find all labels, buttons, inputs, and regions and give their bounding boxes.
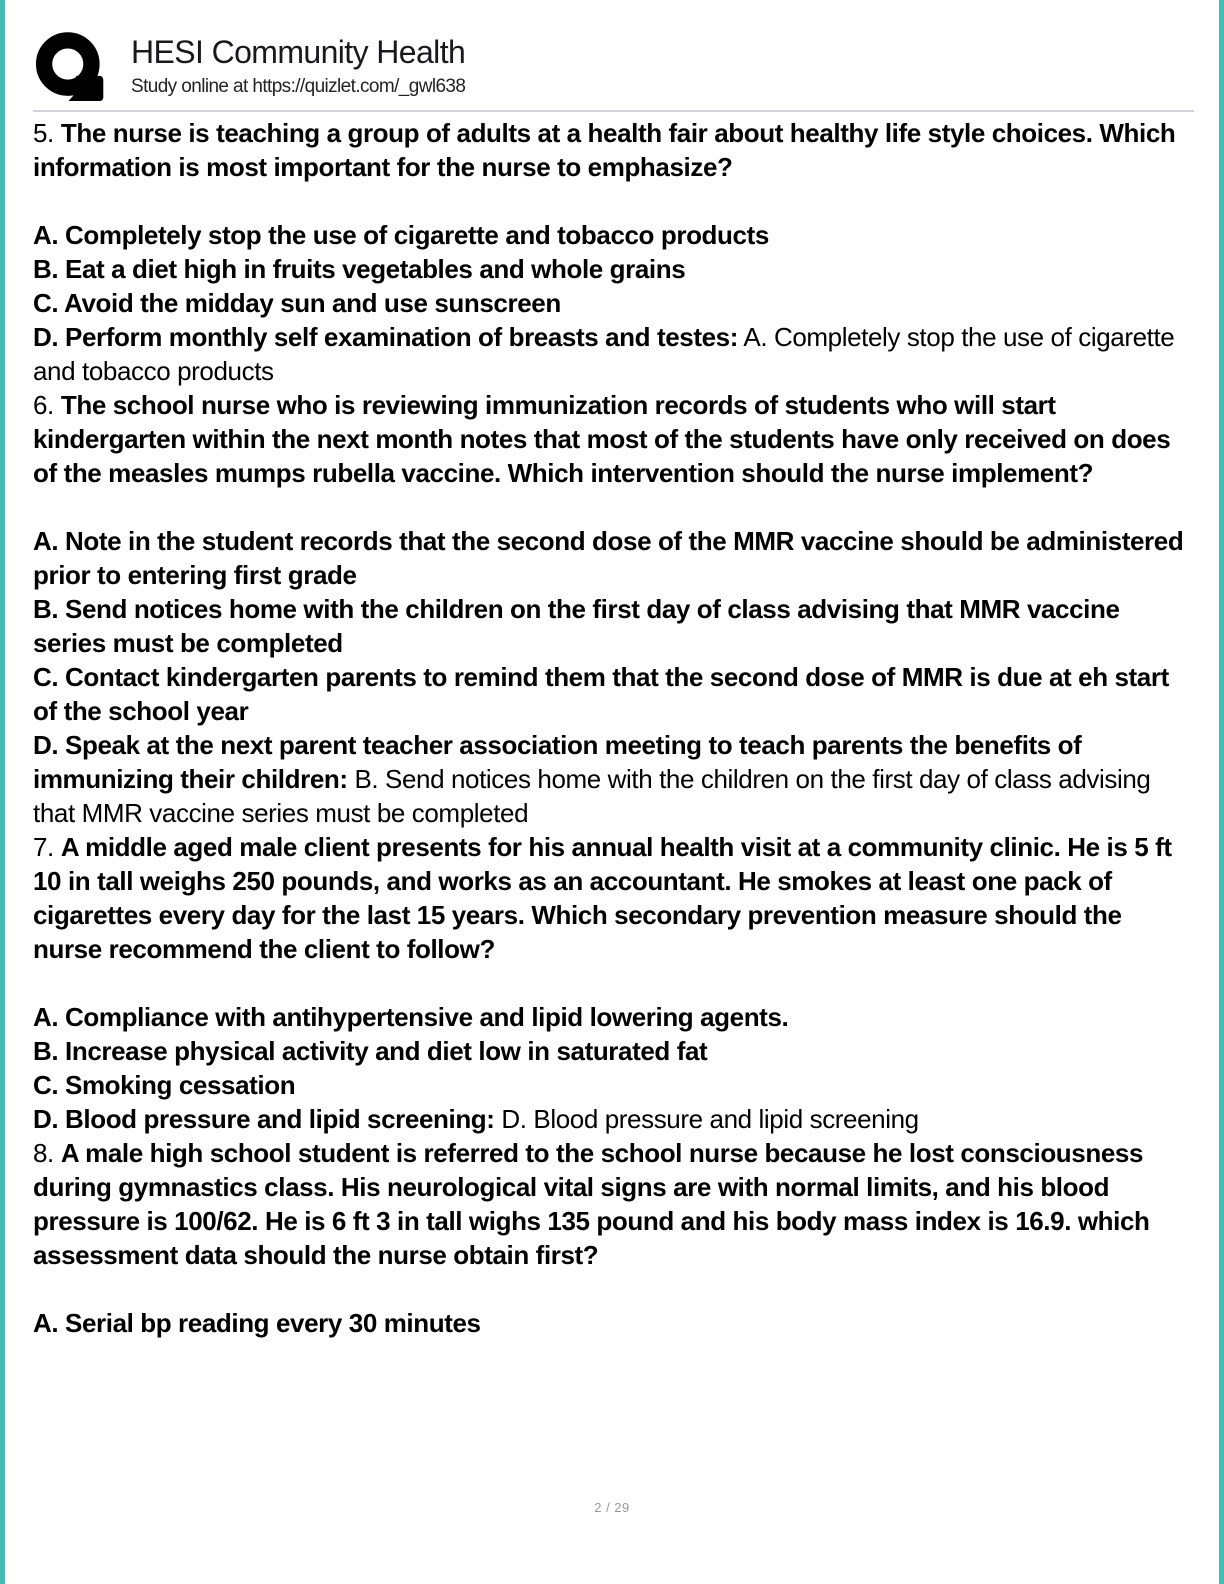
question-item: [33, 388, 1191, 830]
option-text: B. Eat a diet high in fruits vegetables and whole grains: [33, 254, 686, 284]
options-list: [33, 1306, 1191, 1340]
page-title: HESI Community Health: [131, 34, 466, 70]
question-number: 8.: [33, 1138, 54, 1168]
option-line: [33, 592, 1191, 660]
quizlet-q-logo-icon: [33, 28, 107, 106]
option-line: [33, 1034, 1191, 1068]
question-number: 7.: [33, 832, 54, 862]
option-text: A. Serial bp reading every 30 minutes: [33, 1308, 481, 1338]
option-line: [33, 1000, 1191, 1034]
option-text: D. Speak at the next parent teacher association meeting to teach parents the benefits of immunizing their children:: [33, 730, 1082, 794]
header-divider: [33, 110, 1194, 112]
option-line: [33, 218, 1191, 252]
page-header: [33, 28, 1194, 106]
question-text: The school nurse who is reviewing immunization records of students who will start kindergarten within the next month notes that most of the students have only received on does of the measles mumps rubella vaccine. Which intervention should the nurse implement?: [33, 390, 1171, 488]
option-line: [33, 524, 1191, 592]
question-line: [33, 1136, 1191, 1272]
header-text-block: [131, 28, 465, 98]
left-accent-border: [0, 0, 5, 1584]
question-text: The nurse is teaching a group of adults at a health fair about healthy life style choices. Which information is most important for the nurse to emphasize?: [33, 118, 1176, 182]
question-number: 5.: [33, 118, 54, 148]
option-line: [33, 660, 1191, 728]
option-line: [33, 1102, 1191, 1136]
answer-text: B. Send notices home with the children on the first day of class advising that MMR vaccine series must be completed: [33, 764, 1151, 828]
question-item: [33, 830, 1191, 1136]
option-text: D. Blood pressure and lipid screening:: [33, 1104, 495, 1134]
question-number: 6.: [33, 390, 54, 420]
options-list: [33, 218, 1191, 388]
options-list: [33, 1000, 1191, 1136]
option-text: B. Send notices home with the children on the first day of class advising that MMR vaccine series must be completed: [33, 594, 1120, 658]
questions-list: [33, 116, 1191, 1340]
option-line: [33, 286, 1191, 320]
option-text: A. Compliance with antihypertensive and lipid lowering agents.: [33, 1002, 789, 1032]
options-list: [33, 524, 1191, 830]
option-line: [33, 1306, 1191, 1340]
question-text: A male high school student is referred to the school nurse because he lost consciousness during gymnastics class. His neurological vital signs are with normal limits, and his blood pressure is 100/62. He is 6 ft 3 in tall wighs 135 pound and his body mass index is 16.9. which assessment data should the nurse obtain first?: [33, 1138, 1150, 1270]
option-line: [33, 728, 1191, 830]
answer-text: D. Blood pressure and lipid screening: [494, 1104, 919, 1134]
option-text: C. Avoid the midday sun and use sunscreen: [33, 288, 561, 318]
question-item: [33, 116, 1191, 388]
question-line: [33, 388, 1191, 490]
study-online-link[interactable]: Study online at https://quizlet.com/_gwl638: [131, 76, 466, 97]
option-text: A. Completely stop the use of cigarette and tobacco products: [33, 220, 769, 250]
option-text: D. Perform monthly self examination of breasts and testes:: [33, 322, 738, 352]
option-line: [33, 252, 1191, 286]
option-line: [33, 320, 1191, 388]
question-item: [33, 1136, 1191, 1340]
option-text: A. Note in the student records that the second dose of the MMR vaccine should be administered prior to entering first grade: [33, 526, 1184, 590]
right-accent-border: [1219, 0, 1224, 1584]
option-text: C. Contact kindergarten parents to remind them that the second dose of MMR is due at eh start of the school year: [33, 662, 1169, 726]
option-line: [33, 1068, 1191, 1102]
option-text: B. Increase physical activity and diet low in saturated fat: [33, 1036, 708, 1066]
question-line: [33, 830, 1191, 966]
question-line: [33, 116, 1191, 184]
option-text: C. Smoking cessation: [33, 1070, 296, 1100]
page-number: 2 / 29: [594, 1500, 630, 1515]
question-text: A middle aged male client presents for his annual health visit at a community clinic. He is 5 ft 10 in tall weighs 250 pounds, and works as an accountant. He smokes at least one pack of cigarettes every day for the last 15 years. Which secondary prevention measure should the nurse recommend the client to follow?: [33, 832, 1172, 964]
answer-text: A. Completely stop the use of cigarette and tobacco products: [33, 322, 1175, 386]
